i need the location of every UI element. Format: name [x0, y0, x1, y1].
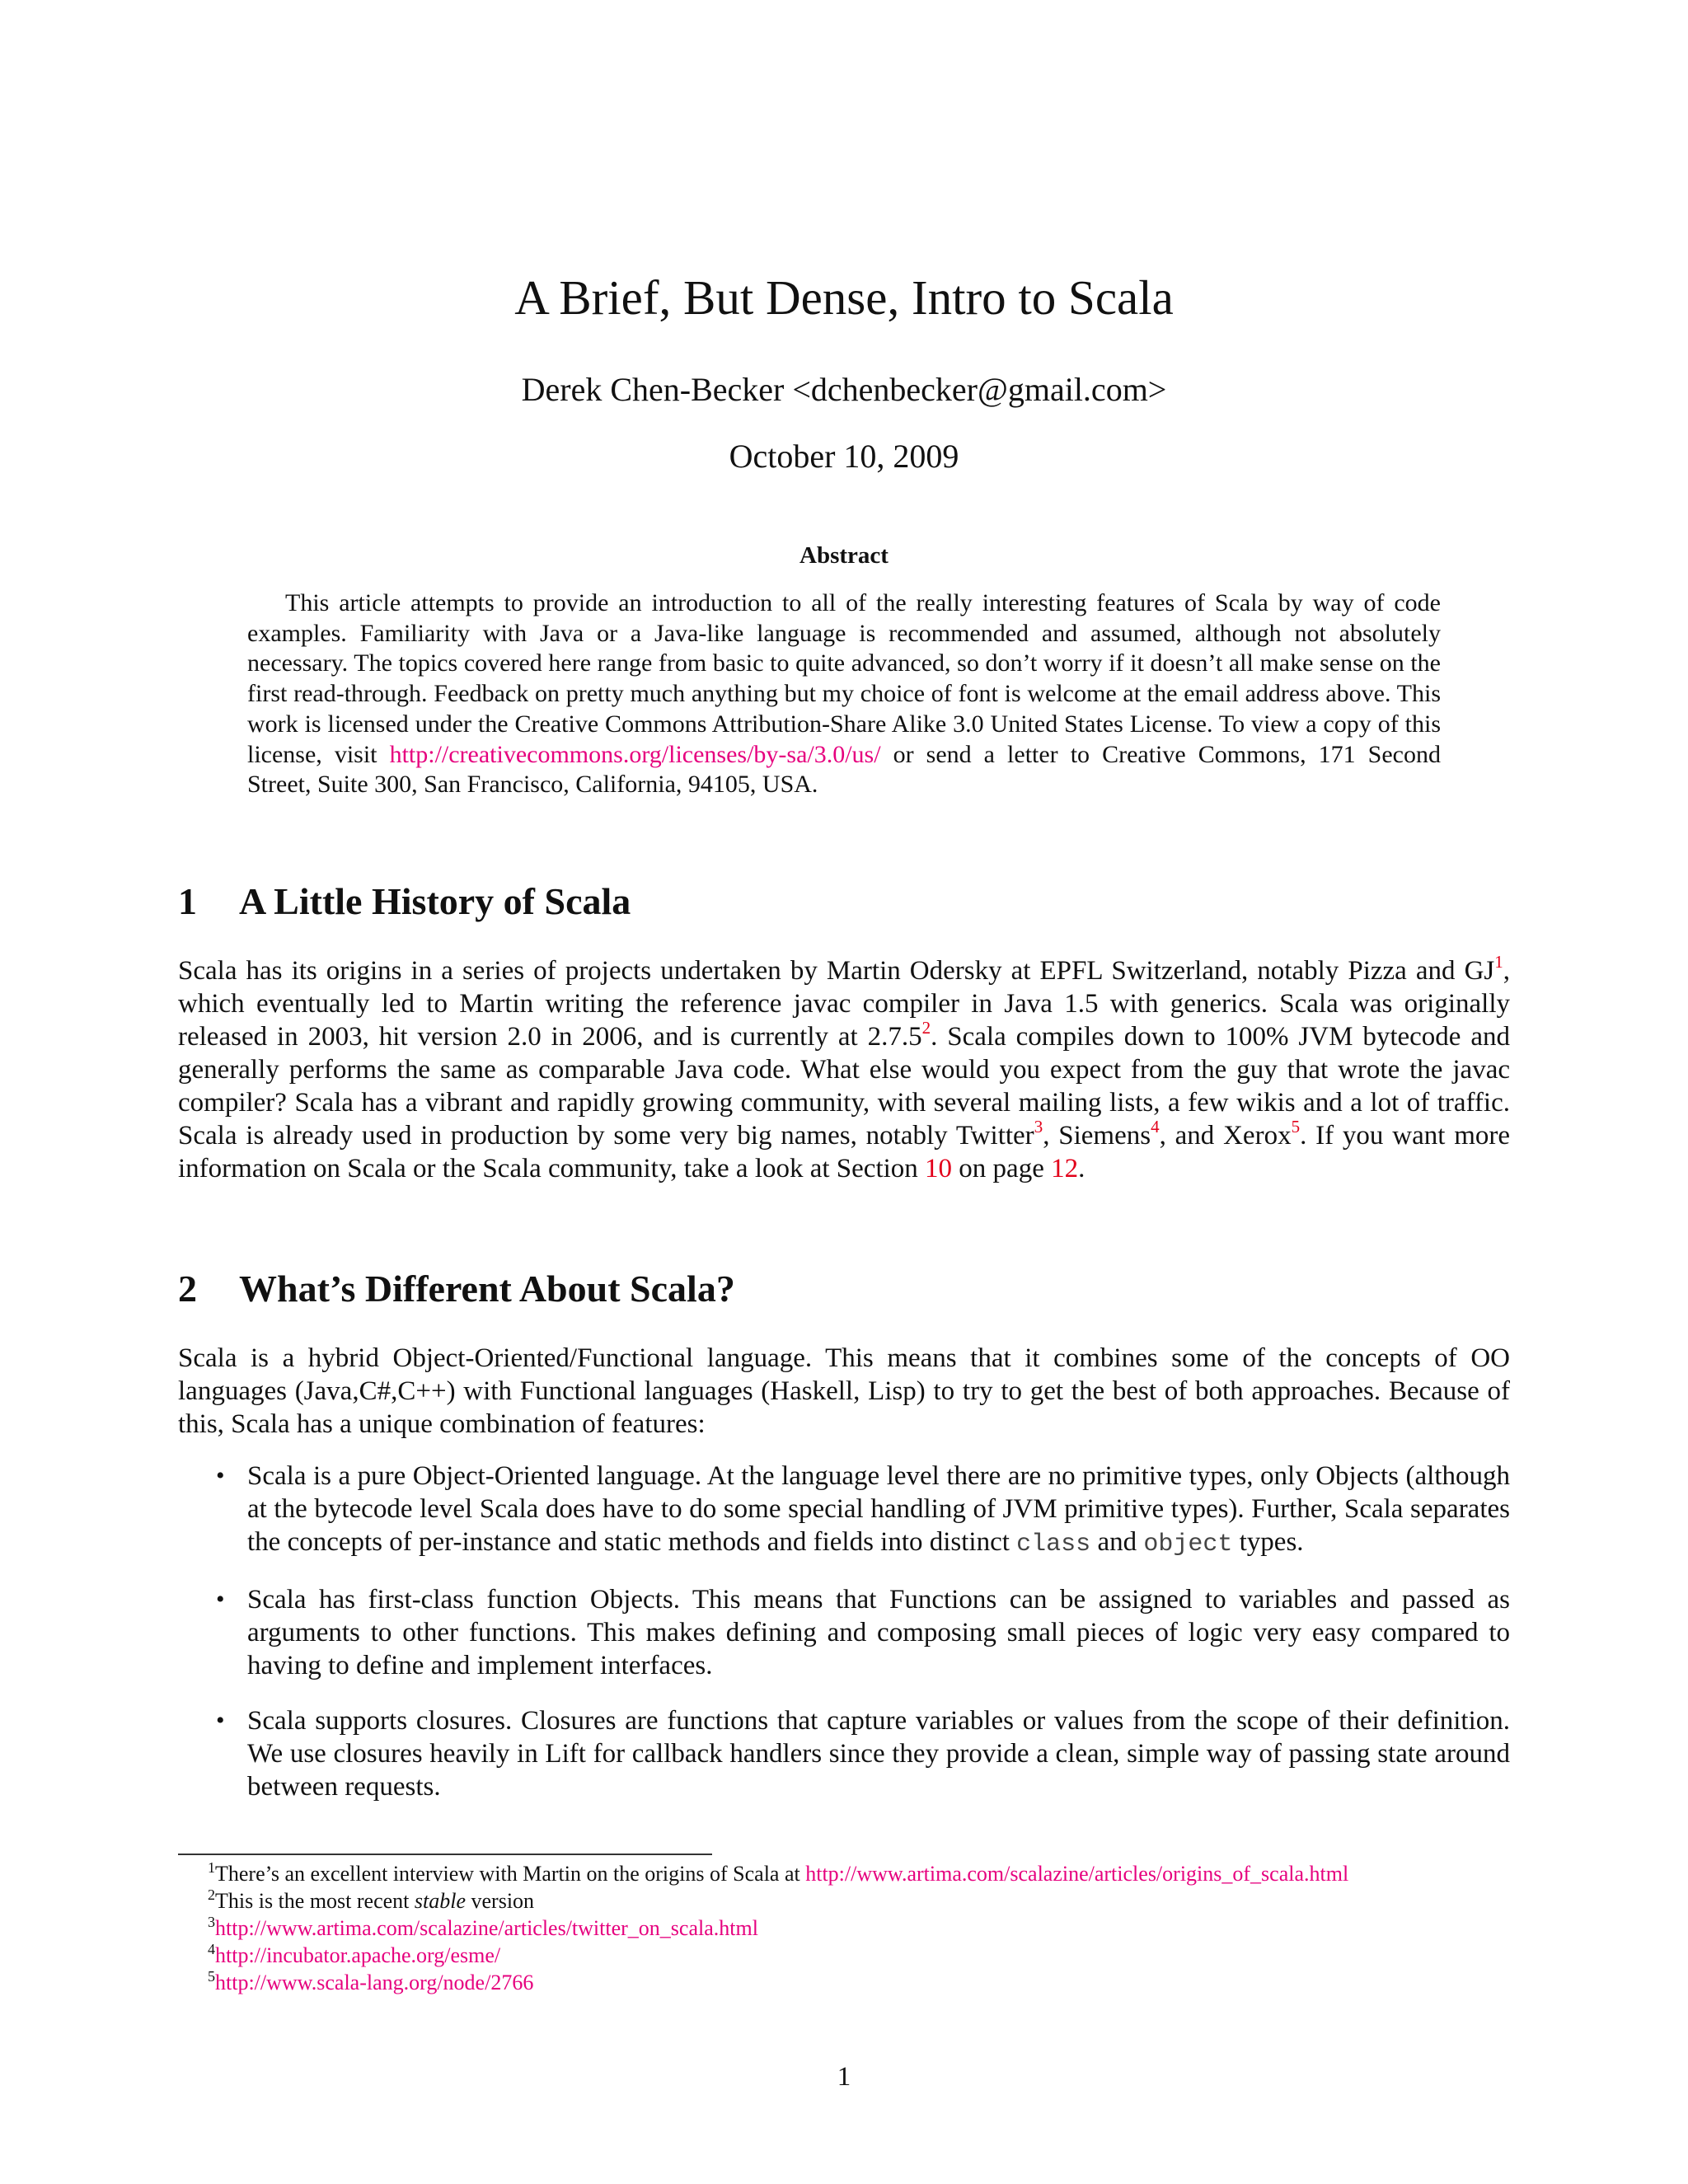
section-2-heading	[178, 1266, 735, 1311]
footnote-ref-2[interactable]: 2	[921, 1018, 931, 1038]
footnote-link[interactable]: http://incubator.apache.org/esme/	[215, 1943, 501, 1967]
bullet-icon: •	[216, 1586, 225, 1613]
footnote-3	[208, 1915, 1526, 1942]
bullet-3-text: Scala supports closures. Closures are functions that capture variables or values from the scope of their definition. We use closures heavily in Lift for callback handlers since they provide a clean, simple way of passing state around between requests.	[247, 1706, 1510, 1802]
s1-text-2: , which eventually led to Martin writing the reference javac compiler in Java 1.5 with generics. Scala was originally released in 2003, hit version 2.0 in 2006, and is currently at 2.7.5	[178, 956, 1510, 1052]
footnote-1	[208, 1860, 1526, 1887]
footnote-ref-5[interactable]: 5	[1291, 1117, 1301, 1137]
section-1-title: A Little History of Scala	[239, 880, 631, 922]
s1-text-7: on page	[952, 1154, 1052, 1183]
footnote-divider	[178, 1854, 712, 1855]
author-line: Derek Chen-Becker <dchenbecker@gmail.com>	[521, 371, 1167, 408]
bullet-2-text: Scala has first-class function Objects. This means that Functions can be assigned to variables and passed as arguments to other functions. This makes defining and composing small pieces of logic very easy compared to having to define and implement interfaces.	[247, 1585, 1510, 1680]
page-number: 1	[837, 2062, 851, 2092]
bullet-1-text: Scala is a pure Object-Oriented language. At the language level there are no primitive types, only Objects (although at the bytecode level Scala does have to do some special handling of JVM primitive types). Further, Scala separates the concepts of per-instance and static methods and fields into distinct	[247, 1461, 1510, 1557]
section-reference-link[interactable]: 10	[925, 1154, 953, 1183]
bullet-icon: •	[216, 1707, 225, 1734]
bullet-icon: •	[216, 1462, 225, 1489]
code-class: class	[1016, 1530, 1091, 1558]
footnote-text-end: version	[466, 1889, 535, 1913]
footnote-mark: 3	[208, 1914, 215, 1930]
s1-text-3: . Scala compiles down to 100% JVM bytecode and generally performs the same as comparable Java code. What else would you expect from the guy that wrote the javac compiler? Scala has a vibrant and rapidly growing community, with several mailing lists, a few wikis and a lot of traffic. Scala is already used in production by some very big names, notably Twitter	[178, 1022, 1510, 1151]
s1-text-4: , Siemens	[1043, 1121, 1151, 1151]
list-item	[178, 1704, 1510, 1803]
publication-date: October 10, 2009	[729, 438, 959, 475]
section-2-number: 2	[178, 1268, 197, 1310]
s1-text-1: Scala has its origins in a series of projects undertaken by Martin Odersky at EPFL Switzerland, notably Pizza and GJ	[178, 956, 1495, 986]
footnote-link[interactable]: http://www.artima.com/scalazine/articles/twitter_on_scala.html	[215, 1916, 758, 1940]
footnote-mark: 1	[208, 1859, 215, 1876]
code-object: object	[1143, 1530, 1233, 1558]
footnote-mark: 5	[208, 1968, 215, 1985]
abstract-heading: Abstract	[799, 542, 889, 569]
footnotes	[208, 1860, 1526, 1996]
feature-list	[178, 1460, 1510, 1825]
footnote-emphasis: stable	[414, 1889, 467, 1913]
paper-title: A Brief, But Dense, Intro to Scala	[514, 270, 1174, 325]
footnote-text: This is the most recent	[215, 1889, 415, 1913]
footnote-link[interactable]: http://www.artima.com/scalazine/articles/origins_of_scala.html	[805, 1862, 1349, 1886]
footnote-5	[208, 1969, 1526, 1996]
s1-text-8: .	[1078, 1154, 1085, 1183]
section-2-intro: Scala is a hybrid Object-Oriented/Functional language. This means that it combines some of the concepts of OO languages (Java,C#,C++) with Functional languages (Haskell, Lisp) to try to get the best of both approaches. Because of this, Scala has a unique combination of features:	[178, 1343, 1510, 1439]
abstract-text-end: or send a letter to Creative Commons, 171 Second Street, Suite 300, San Francisco, California, 94105, USA.	[247, 740, 1441, 799]
bullet-1-end: types.	[1232, 1527, 1304, 1557]
footnote-link[interactable]: http://www.scala-lang.org/node/2766	[215, 1971, 534, 1994]
s1-text-5: , and Xerox	[1159, 1121, 1292, 1151]
footnote-2	[208, 1887, 1526, 1915]
bullet-1-mid: and	[1090, 1527, 1144, 1557]
footnote-mark: 2	[208, 1886, 215, 1903]
list-item	[178, 1460, 1510, 1561]
section-1-heading	[178, 879, 631, 924]
footnote-ref-4[interactable]: 4	[1151, 1117, 1160, 1137]
list-item	[178, 1583, 1510, 1682]
abstract-text	[247, 588, 1441, 800]
footnote-4	[208, 1942, 1526, 1969]
license-link[interactable]: http://creativecommons.org/licenses/by-sa/3.0/us/	[389, 740, 881, 768]
footnote-text: There’s an excellent interview with Martin on the origins of Scala at	[215, 1862, 806, 1886]
abstract-text-start: This article attempts to provide an introduction to all of the really interesting features of Scala by way of code examples. Familiarity with Java or a Java-like language is recommended and assumed, although not absolutely necessary. The topics covered here range from basic to quite advanced, so don’t worry if it doesn’t all make sense on the first read-through. Feedback on pretty much anything but my choice of font is welcome at the email address above. This work is licensed under the Creative Commons Attribution-Share Alike 3.0 United States License. To view a copy of this license, visit	[247, 589, 1441, 768]
section-1-paragraph	[178, 954, 1510, 1185]
footnote-mark: 4	[208, 1941, 215, 1957]
footnote-ref-3[interactable]: 3	[1034, 1117, 1043, 1137]
section-1-number: 1	[178, 880, 197, 922]
s1-text-6: . If you want more information on Scala or the Scala community, take a look at Section	[178, 1121, 1511, 1183]
section-2-title: What’s Different About Scala?	[239, 1268, 735, 1310]
page-reference-link[interactable]: 12	[1051, 1154, 1079, 1183]
footnote-ref-1[interactable]: 1	[1494, 952, 1503, 972]
